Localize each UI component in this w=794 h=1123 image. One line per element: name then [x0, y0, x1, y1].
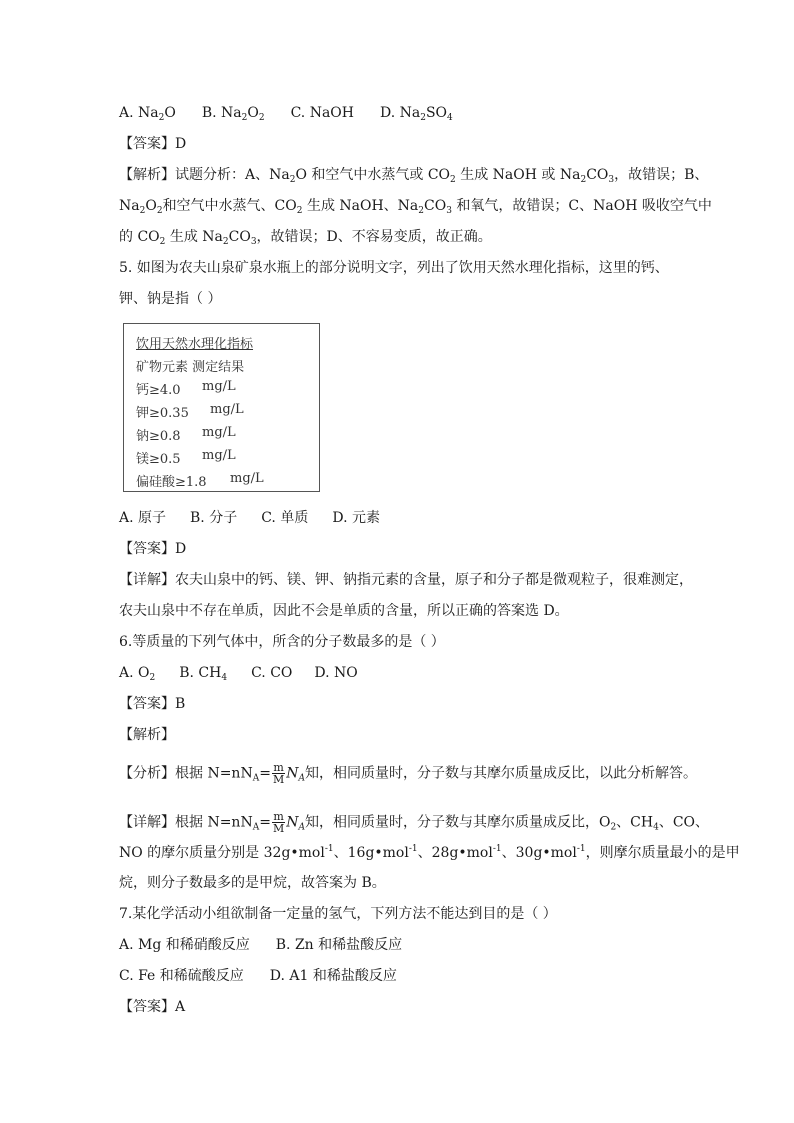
- q7-option-b: B. Zn 和稀盐酸反应: [275, 937, 403, 953]
- q5-option-c: C. 单质: [261, 510, 309, 526]
- q7-option-a: A. Mg 和稀硝酸反应: [119, 937, 250, 953]
- q4-option-d: D. $Na_2SO_4$: [379, 105, 453, 123]
- q6-fenxi: 【分析】根据 $N=nN_A=$ $\frac{m}{M}$ $N_A$知，相同质量时，分子数与其摩尔质量成反比，以此分析解答。: [119, 761, 697, 786]
- q6-option-d: D. NO: [314, 665, 358, 681]
- q6-stem: 6.等质量的下列气体中，所含的分子数最多的是（ ）: [119, 634, 445, 650]
- q4-option-b: B. $Na_2O_2$: [201, 105, 265, 123]
- q4-analysis-line-3: 的 $CO_2$ 生成 $Na_2CO_3$，故错误；D、不容易变质，故正确。: [119, 229, 492, 247]
- q6-answer: 【答案】B: [119, 696, 186, 712]
- q6-detail-line-3: 烷，则分子数最多的是甲烷，故答案为 B。: [119, 875, 386, 891]
- q5-detail-line-1: 【详解】农夫山泉中的钙、镁、钾、钠指元素的含量，原子和分子都是微观粒子，很难测定，: [119, 572, 693, 588]
- mass-over-molar-mass-fraction: $\frac{m}{M}$: [272, 761, 285, 786]
- mass-over-molar-mass-fraction: $\frac{m}{M}$: [272, 810, 285, 835]
- q5-answer: 【答案】D: [119, 541, 187, 557]
- q4-analysis-line-1: 【解析】试题分析：A、$Na_2O$ 和空气中水蒸气或 $CO_2$ 生成 NaOH 或 $Na_2CO_3$，故错误；B、: [119, 167, 709, 185]
- label-header: 矿物元素 测定结果: [136, 360, 245, 375]
- label-row-potassium: 钾≥0.35 mg/L: [136, 402, 244, 421]
- label-title: 饮用天然水理化指标: [136, 337, 254, 352]
- q6-option-a: A. $O_2$: [119, 665, 156, 683]
- q7-option-d: D. A1 和稀盐酸反应: [269, 968, 397, 984]
- q7-option-c: C. Fe 和稀硫酸反应: [119, 968, 244, 984]
- label-row-magnesium: 镁≥0.5 mg/L: [136, 448, 236, 467]
- label-row-metasilicic-acid: 偏硅酸≥1.8 mg/L: [136, 471, 264, 490]
- q6-option-c: C. CO: [251, 665, 293, 681]
- q5-option-a: A. 原子: [119, 510, 167, 526]
- q4-answer: 【答案】D: [119, 136, 187, 152]
- q5-stem-line-2: 钾、钠是指（ ）: [119, 291, 222, 307]
- q6-detail-line-2: NO 的摩尔质量分别是 32g•mol$^{-1}$、16g•mol$^{-1}$、28g•mol$^{-1}$、30g•mol$^{-1}$，则摩尔质量最小的是甲: [119, 844, 740, 861]
- q7-answer: 【答案】A: [119, 999, 186, 1015]
- q5-option-b: B. 分子: [190, 510, 238, 526]
- q4-analysis-line-2: $Na_2O_2$和空气中水蒸气、$CO_2$ 生成 NaOH、$Na_2CO_3$ 和氧气，故错误；C、NaOH 吸收空气中: [119, 198, 712, 216]
- q7-options-row-2: [119, 966, 397, 986]
- q7-stem: 7.某化学活动小组欲制备一定量的氢气，下列方法不能达到目的是（ ）: [119, 906, 557, 922]
- q4-option-c: C. NaOH: [290, 105, 354, 121]
- q5-options: [119, 508, 380, 528]
- label-row-calcium: 钙≥4.0 mg/L: [136, 379, 236, 398]
- q5-option-d: D. 元素: [332, 510, 380, 526]
- q6-detail-line-1: 【详解】根据 $N=nN_A=$ $\frac{m}{M}$ $N_A$知，相同质量时，分子数与其摩尔质量成反比，$O_2$、$CH_4$、CO、: [119, 810, 710, 835]
- q6-option-b: B. $CH_4$: [179, 665, 228, 683]
- label-row-sodium: 钠≥0.8 mg/L: [136, 425, 236, 444]
- q4-option-a: A. $Na_2O$: [119, 105, 176, 123]
- q6-analysis-heading: 【解析】: [119, 727, 175, 743]
- q5-detail-line-2: 农夫山泉中不存在单质，因此不会是单质的含量，所以正确的答案选 D。: [119, 603, 569, 619]
- q7-options-row-1: [119, 935, 402, 955]
- q6-options: [119, 663, 358, 683]
- q5-stem-line-1: 5. 如图为农夫山泉矿泉水瓶上的部分说明文字，列出了饮用天然水理化指标，这里的钙、: [119, 260, 669, 276]
- mineral-label-box: [123, 323, 320, 492]
- q4-options: [119, 103, 453, 123]
